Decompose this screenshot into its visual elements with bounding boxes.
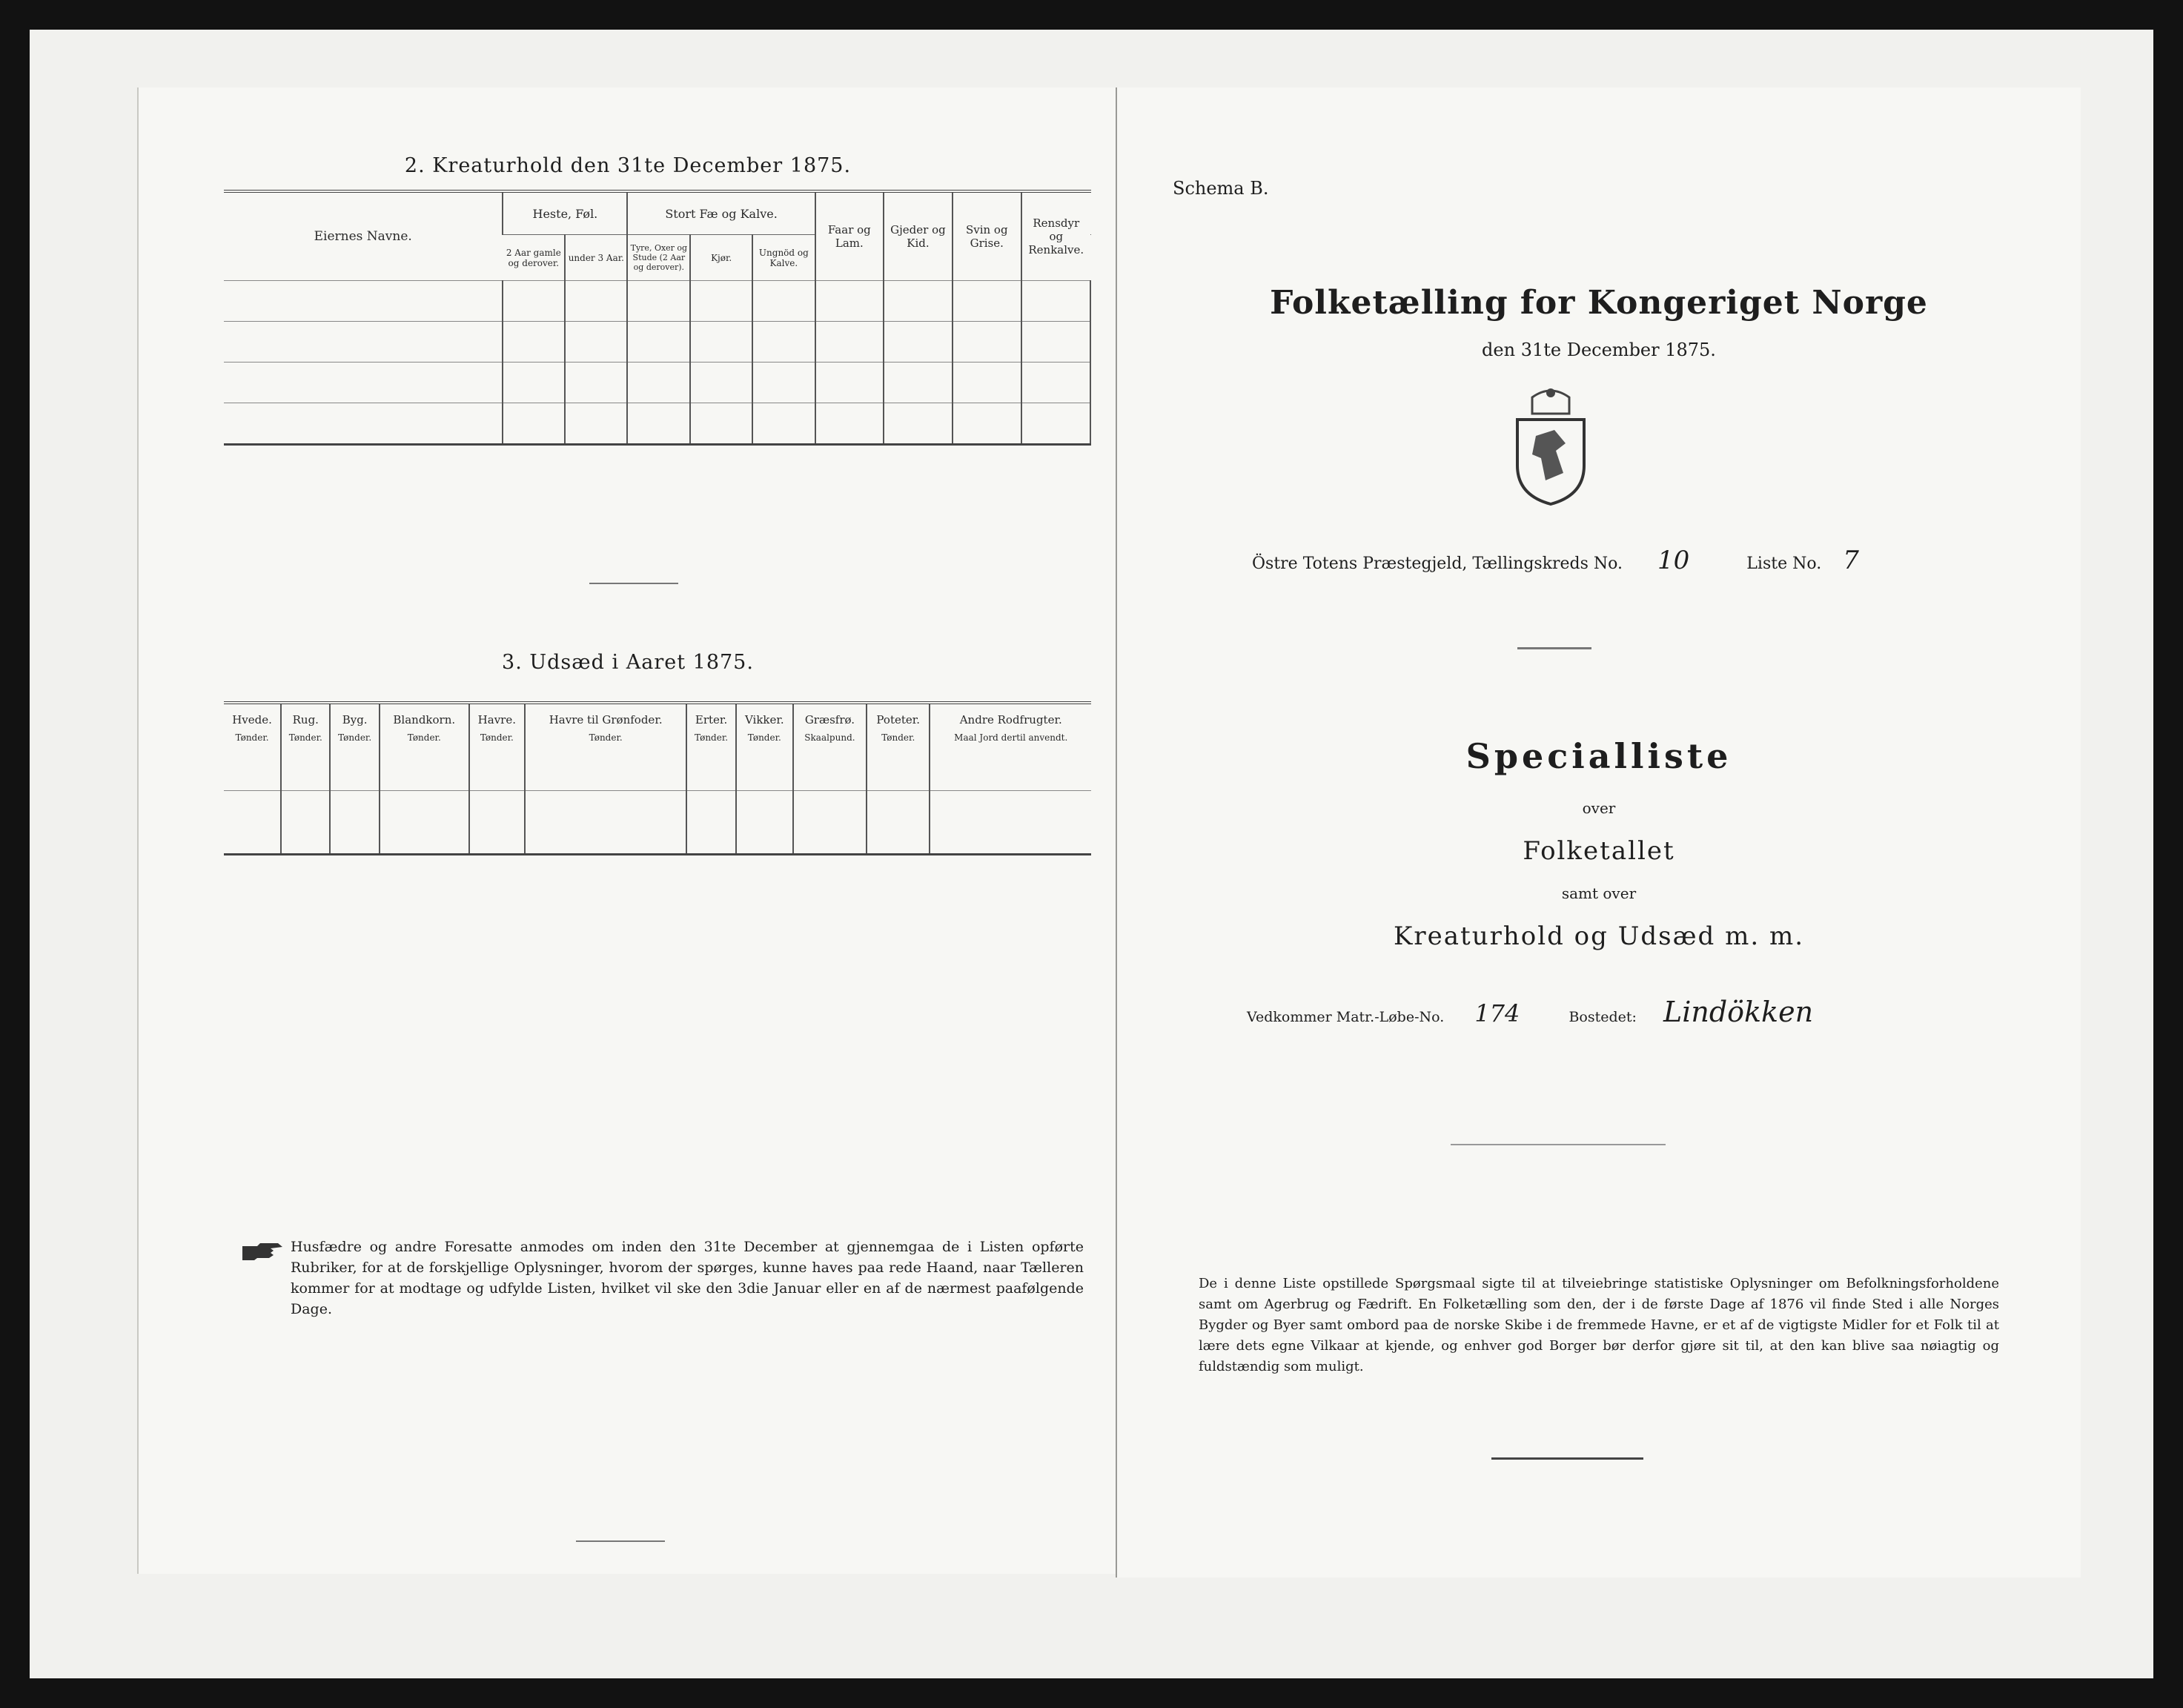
pointing-hand-icon [241,1240,285,1262]
col-owner-names: Eiernes Navne. [314,229,412,244]
sowing-col-header [793,703,867,790]
divider [1517,647,1591,649]
sowing-col-header [224,703,281,790]
census-date: den 31te December 1875. [1482,340,1716,360]
sowing-col-unit: Skaalpund. [804,732,855,743]
table-row [224,363,1091,403]
sowing-col-name: Havre til Grønfoder. [549,713,663,726]
col-group-horses: Heste, Føl. [503,191,627,235]
table-row [224,403,1091,445]
page-title: Folketælling for Kongeriget Norge [1270,284,1928,322]
col-horses-under3: under 3 Aar. [565,235,627,281]
sowing-col-unit: Tønder. [338,732,372,743]
col-reindeer: Rensdyr og Renkalve. [1021,191,1090,281]
col-cows: Kjør. [690,235,752,281]
over-text: over [1582,799,1616,817]
specialliste-title: Specialliste [1465,736,1732,776]
sowing-col-unit: Tønder. [288,732,322,743]
sowing-col-name: Erter. [695,713,728,726]
right-page [1116,87,2081,1578]
folketallet-title: Folketallet [1523,836,1675,866]
matr-line [1247,996,1813,1028]
sowing-col-header [525,703,686,790]
footer-text: De i denne Liste opstillede Spørgsmaal sigte til at tilveiebringe statistiske Oplysninger om Befolkningsforholdene samt om Agerbrug og Fædrift. En Folketælling som den, der i de første Dage af 1876 vil finde Sted i alle Norges Bygder og Byer samt ombord paa de norske Skibe i de fremmede Havne, er et af de vigtigste Midler for et Folk til at lære dets egne Vilkaar at kjende, og enhver god Borger bør derfor gjøre sit til, at den kan blive saa nøiagtig og fuldstændig som muligt. [1199,1276,1999,1374]
schema-label: Schema B. [1173,178,1269,199]
sowing-cell [793,790,867,854]
coat-of-arms-icon [1510,384,1591,506]
sowing-cell [380,790,469,854]
divider [576,1540,665,1542]
sowing-cell [930,790,1091,854]
matr-number: 174 [1474,999,1520,1027]
parish-line [1252,546,1859,575]
sowing-cell [330,790,379,854]
sowing-col-unit: Tønder. [235,732,269,743]
sowing-col-name: Rug. [292,713,319,726]
sowing-col-header [330,703,379,790]
liste-number: 7 [1843,546,1859,575]
table-row [224,322,1091,363]
col-young-cattle: Ungnöd og Kalve. [752,235,815,281]
col-goats: Gjeder og Kid. [884,191,953,281]
bostedet-value: Lindökken [1663,996,1814,1028]
col-pigs: Svin og Grise. [953,191,1021,281]
sowing-col-unit: Tønder. [480,732,514,743]
sowing-col-unit: Tønder. [407,732,441,743]
matr-label: Vedkommer Matr.-Løbe-No. [1247,1009,1445,1025]
sowing-cell [525,790,686,854]
sowing-col-name: Græsfrø. [804,713,855,726]
sowing-cell [469,790,525,854]
sowing-col-header [930,703,1091,790]
divider [1491,1457,1643,1460]
sowing-col-header [867,703,930,790]
table-row [224,281,1091,322]
divider [1451,1144,1666,1145]
samt-over-text: samt over [1561,884,1637,902]
sowing-cell [281,790,330,854]
sowing-cell [686,790,735,854]
sowing-col-header [469,703,525,790]
instructions-notice: Husfædre og andre Foresatte anmodes om inden den 31te December at gjennemgaa de i Listen opførte Rubriker, for at de forskjellige Oplysninger, hvorom der spørges, kunne haves paa rede Haand, naar Tælleren kommer for at modtage og udfylde Listen, hvilket vil ske den 3die Januar eller en af de nærmest paafølgende Dage. [291,1239,1084,1317]
sowing-col-header [380,703,469,790]
sowing-col-name: Hvede. [232,713,272,726]
sowing-col-unit: Maal Jord dertil anvendt. [954,732,1068,743]
tellingskreds-number: 10 [1657,546,1690,575]
liste-label: Liste No. [1746,555,1822,573]
livestock-table [224,190,1091,446]
sowing-cell [224,790,281,854]
bostedet-label: Bostedet: [1568,1009,1637,1025]
col-sheep: Faar og Lam. [815,191,884,281]
sowing-col-header [736,703,793,790]
sowing-col-header [686,703,735,790]
kreaturhold-title: Kreaturhold og Udsæd m. m. [1393,921,1804,951]
sowing-col-unit: Tønder. [695,732,729,743]
sowing-col-name: Vikker. [744,713,784,726]
sowing-col-unit: Tønder. [589,732,623,743]
sowing-col-unit: Tønder. [881,732,915,743]
col-group-cattle: Stort Fæ og Kalve. [627,191,815,235]
parish-label: Östre Totens Præstegjeld, Tællingskreds No. [1252,555,1623,573]
left-page [137,87,1117,1574]
sowing-col-name: Andre Rodfrugter. [959,713,1062,726]
table-row [224,790,1091,854]
sowing-col-name: Havre. [477,713,516,726]
col-horses-2yr: 2 Aar gamle og derover. [503,235,565,281]
sowing-col-unit: Tønder. [747,732,781,743]
sowing-col-name: Poteter. [876,713,921,726]
col-bulls-oxen: Tyre, Oxer og Stude (2 Aar og derover). [627,235,690,281]
sowing-cell [867,790,930,854]
section-2-title: 2. Kreaturhold den 31te December 1875. [404,154,852,177]
divider [589,583,678,584]
section-3-title: 3. Udsæd i Aaret 1875. [502,651,754,674]
sowing-col-name: Byg. [342,713,368,726]
sowing-col-header [281,703,330,790]
sowing-header-row [224,703,1091,790]
sowing-cell [736,790,793,854]
sowing-col-name: Blandkorn. [393,713,456,726]
sowing-table [224,701,1091,855]
